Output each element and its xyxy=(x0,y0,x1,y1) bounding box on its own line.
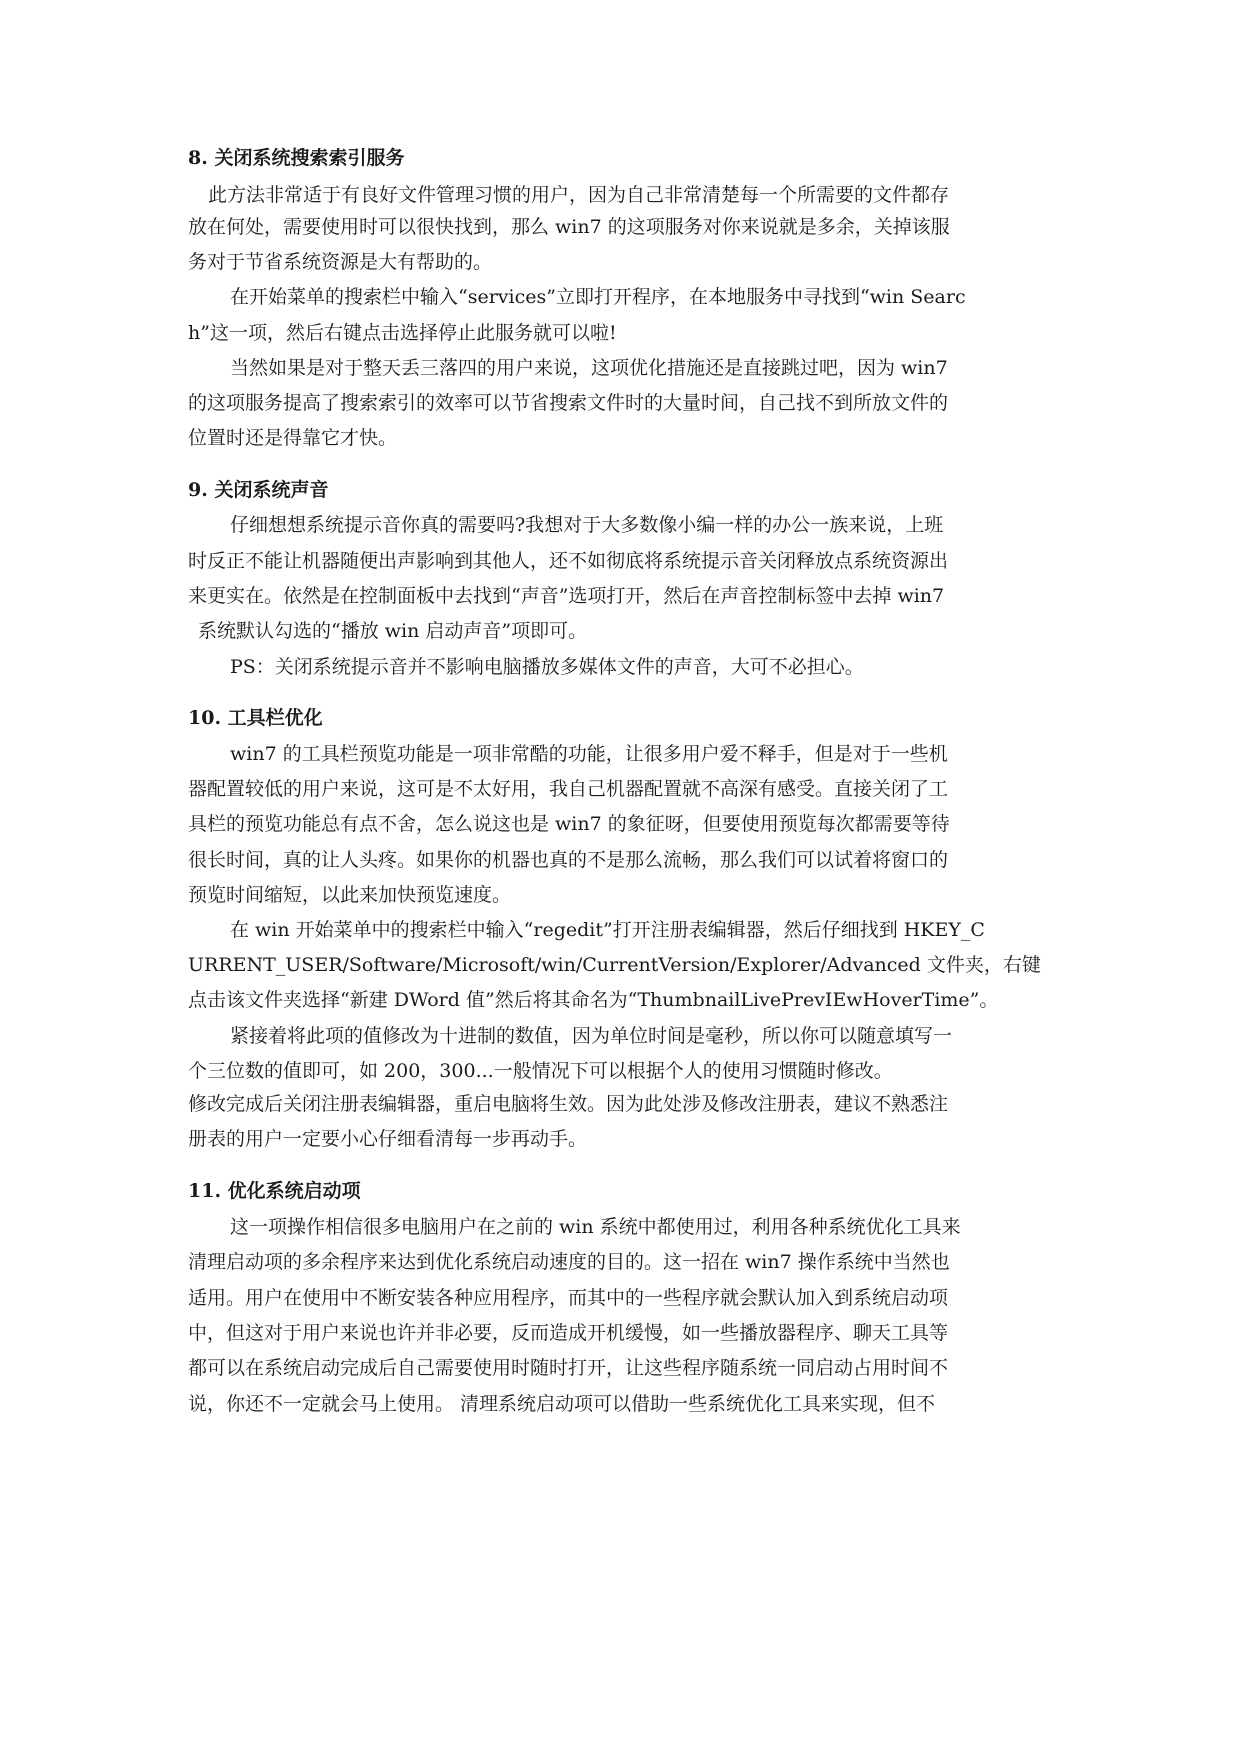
section-11-line-1: 这一项操作相信很多电脑用户在之前的 win 系统中都使用过，利用各种系统优化工具来 xyxy=(230,1216,961,1238)
section-10-line-2: 器配置较低的用户来说，这可是不太好用，我自己机器配置就不高深有感受。直接关闭了工 xyxy=(188,778,949,800)
section-10-line-4: 很长时间，真的让人头疼。如果你的机器也真的不是那么流畅，那么我们可以试着将窗口的 xyxy=(188,849,949,871)
section-10-line-10: 个三位数的值即可，如 200，300...一般情况下可以根据个人的使用习惯随时修改。 xyxy=(188,1060,893,1082)
section-10-line-9: 紧接着将此项的值修改为十进制的数值，因为单位时间是毫秒，所以你可以随意填写一 xyxy=(230,1025,953,1047)
section-8-line-2: 放在何处，需要使用时可以很快找到，那么 win7 的这项服务对你来说就是多余，关掉该服 xyxy=(188,216,950,238)
section-10-line-6: 在 win 开始菜单中的搜索栏中输入“regedit”打开注册表编辑器，然后仔细找到 HKEY_C xyxy=(230,919,985,941)
section-10-line-12: 册表的用户一定要小心仔细看清每一步再动手。 xyxy=(188,1128,588,1150)
section-9-line-5: PS：关闭系统提示音并不影响电脑播放多媒体文件的声音，大可不必担心。 xyxy=(230,656,864,678)
section-9-heading: 9. 关闭系统声音 xyxy=(188,479,329,501)
section-8-line-7: 的这项服务提高了搜索索引的效率可以节省搜索文件时的大量时间，自己找不到所放文件的 xyxy=(188,392,949,414)
section-10-line-1: win7 的工具栏预览功能是一项非常酷的功能，让很多用户爱不释手，但是对于一些机 xyxy=(230,743,948,765)
section-11-line-2: 清理启动项的多余程序来达到优化系统启动速度的目的。这一招在 win7 操作系统中当然也 xyxy=(188,1251,950,1273)
section-11-line-3: 适用。用户在使用中不断安装各种应用程序，而其中的一些程序就会默认加入到系统启动项 xyxy=(188,1287,949,1309)
section-10-line-3: 具栏的预览功能总有点不舍，怎么说这也是 win7 的象征呀，但要使用预览每次都需要等待 xyxy=(188,813,950,835)
section-8-line-6: 当然如果是对于整天丢三落四的用户来说，这项优化措施还是直接跳过吧，因为 win7 xyxy=(230,357,948,379)
section-11-heading: 11. 优化系统启动项 xyxy=(188,1180,361,1202)
section-11-line-5: 都可以在系统启动完成后自己需要使用时随时打开，让这些程序随系统一同启动占用时间不 xyxy=(188,1357,949,1379)
section-8-line-5: h”这一项，然后右键点击选择停止此服务就可以啦! xyxy=(188,322,617,344)
section-9-line-4: 系统默认勾选的“播放 win 启动声音”项即可。 xyxy=(198,620,588,642)
section-8-line-8: 位置时还是得靠它才快。 xyxy=(188,427,398,449)
section-8-line-4: 在开始菜单的搜索栏中输入“services”立即打开程序，在本地服务中寻找到“win Searc xyxy=(230,286,966,308)
section-10-line-11: 修改完成后关闭注册表编辑器，重启电脑将生效。因为此处涉及修改注册表，建议不熟悉注 xyxy=(188,1093,949,1115)
section-9-line-2: 时反正不能让机器随便出声影响到其他人，还不如彻底将系统提示音关闭释放点系统资源出 xyxy=(188,550,949,572)
section-11-line-4: 中，但这对于用户来说也许并非必要，反而造成开机缓慢，如一些播放器程序、聊天工具等 xyxy=(188,1322,949,1344)
section-8-line-1: 此方法非常适于有良好文件管理习惯的用户，因为自己非常清楚每一个所需要的文件都存 xyxy=(208,184,950,206)
section-11-line-6: 说，你还不一定就会马上使用。 清理系统启动项可以借助一些系统优化工具来实现，但不 xyxy=(188,1393,936,1415)
section-8-line-3: 务对于节省系统资源是大有帮助的。 xyxy=(188,251,493,273)
section-10-heading: 10. 工具栏优化 xyxy=(188,707,323,729)
section-8-heading: 8. 关闭系统搜索索引服务 xyxy=(188,147,405,169)
section-10-line-8: 点击该文件夹选择“新建 DWord 值”然后将其命名为“ThumbnailLivePrevIEwHoverTime”。 xyxy=(188,989,999,1011)
section-10-line-5: 预览时间缩短，以此来加快预览速度。 xyxy=(188,884,512,906)
section-10-line-7: URRENT_USER/Software/Microsoft/win/CurrentVersion/Explorer/Advanced 文件夹，右键 xyxy=(188,954,1041,976)
section-9-line-3: 来更实在。依然是在控制面板中去找到“声音”选项打开，然后在声音控制标签中去掉 win7 xyxy=(188,585,945,607)
section-9-line-1: 仔细想想系统提示音你真的需要吗?我想对于大多数像小编一样的办公一族来说，上班 xyxy=(230,514,944,536)
